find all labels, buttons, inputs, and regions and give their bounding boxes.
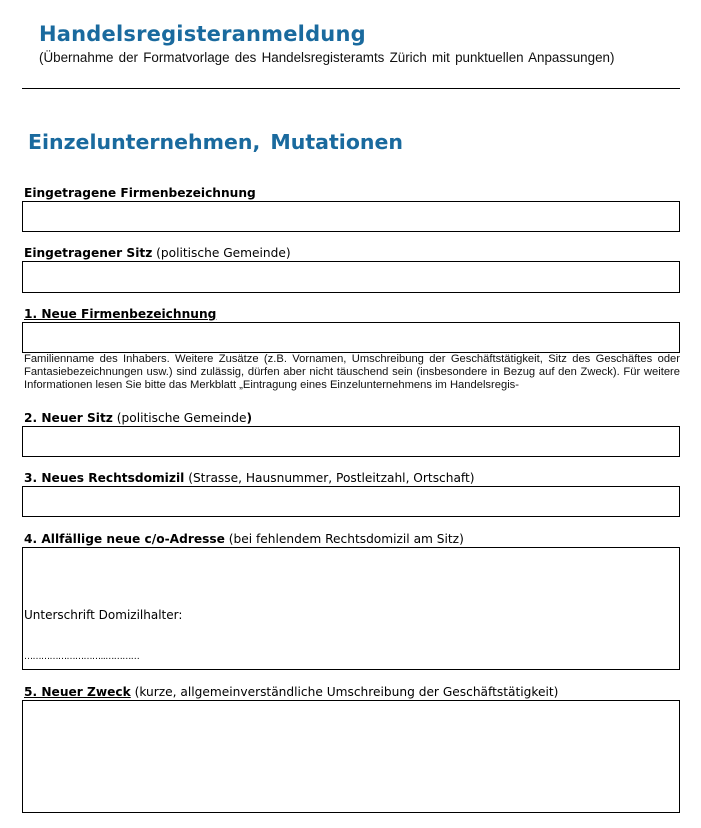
label-text: 3. Neues Rechtsdomizil xyxy=(24,471,185,485)
eingetragene-firma-input[interactable] xyxy=(23,202,679,231)
co-adresse-field[interactable] xyxy=(22,547,680,670)
label-text: Eingetragener Sitz xyxy=(24,246,153,260)
label-text: 5. Neuer Zweck xyxy=(24,685,131,699)
label-rechtsdomizil xyxy=(24,471,475,485)
label-eingetragene-firma xyxy=(24,186,256,200)
rechtsdomizil-input[interactable] xyxy=(23,487,679,516)
zweck-input[interactable] xyxy=(23,701,679,812)
label-co-adresse xyxy=(24,532,464,546)
label-neuer-sitz xyxy=(24,411,252,425)
label-text: 2. Neuer Sitz xyxy=(24,411,113,425)
label-text: 4. Allfällige neue c/o-Adresse xyxy=(24,532,225,546)
eingetragene-firma-field[interactable] xyxy=(22,201,680,232)
header-divider xyxy=(22,88,680,89)
document-title: Handelsregisteranmeldung xyxy=(39,22,366,46)
label-neue-firma xyxy=(24,307,216,321)
label-text: 1. Neue Firmenbezeichnung xyxy=(24,307,217,321)
eingetragener-sitz-field[interactable] xyxy=(22,261,680,293)
label-zweck xyxy=(24,685,558,699)
section-title: Einzelunternehmen, Mutationen xyxy=(28,130,403,154)
co-adresse-input[interactable] xyxy=(23,548,679,603)
label-hint: (politische Gemeinde) xyxy=(156,246,291,260)
label-text: Eingetragene Firmenbezeichnung xyxy=(24,186,256,200)
label-eingetragener-sitz xyxy=(24,246,291,260)
document-subtitle: (Übernahme der Formatvorlage des Handelsregisteramts Zürich mit punktuellen Anpassungen) xyxy=(39,50,615,65)
label-hint: (Strasse, Hausnummer, Postleitzahl, Ortschaft) xyxy=(188,471,475,485)
neuer-sitz-field[interactable] xyxy=(22,426,680,457)
label-hint-close: ) xyxy=(246,411,253,425)
neue-firma-input[interactable] xyxy=(23,323,679,352)
rechtsdomizil-field[interactable] xyxy=(22,486,680,517)
eingetragener-sitz-input[interactable] xyxy=(23,262,679,292)
signature-line[interactable]: ………………………..………… xyxy=(24,652,140,662)
neue-firma-field[interactable] xyxy=(22,322,680,353)
zweck-field[interactable] xyxy=(22,700,680,813)
neuer-sitz-input[interactable] xyxy=(23,427,679,456)
label-hint: (politische Gemeinde xyxy=(116,411,247,425)
label-hint: (kurze, allgemeinverständliche Umschreibung der Geschäftstätigkeit) xyxy=(134,685,559,699)
signature-label: Unterschrift Domizilhalter: xyxy=(24,608,183,622)
neue-firma-note: Familienname des Inhabers. Weitere Zusätze (z.B. Vornamen, Umschreibung der Geschäftstätigkeit, Sitz des Geschäftes oder Fantasiebezeichnungen usw.) sind zulässig, dürfen aber nicht täuschend sein (insbesondere in Bezug auf den Zweck). Für weitere Informationen lesen Sie bitte das Merkblatt „Eintragung eines Einzelunternehmens im Handelsregis- xyxy=(24,353,680,391)
label-hint: (bei fehlendem Rechtsdomizil am Sitz) xyxy=(228,532,464,546)
